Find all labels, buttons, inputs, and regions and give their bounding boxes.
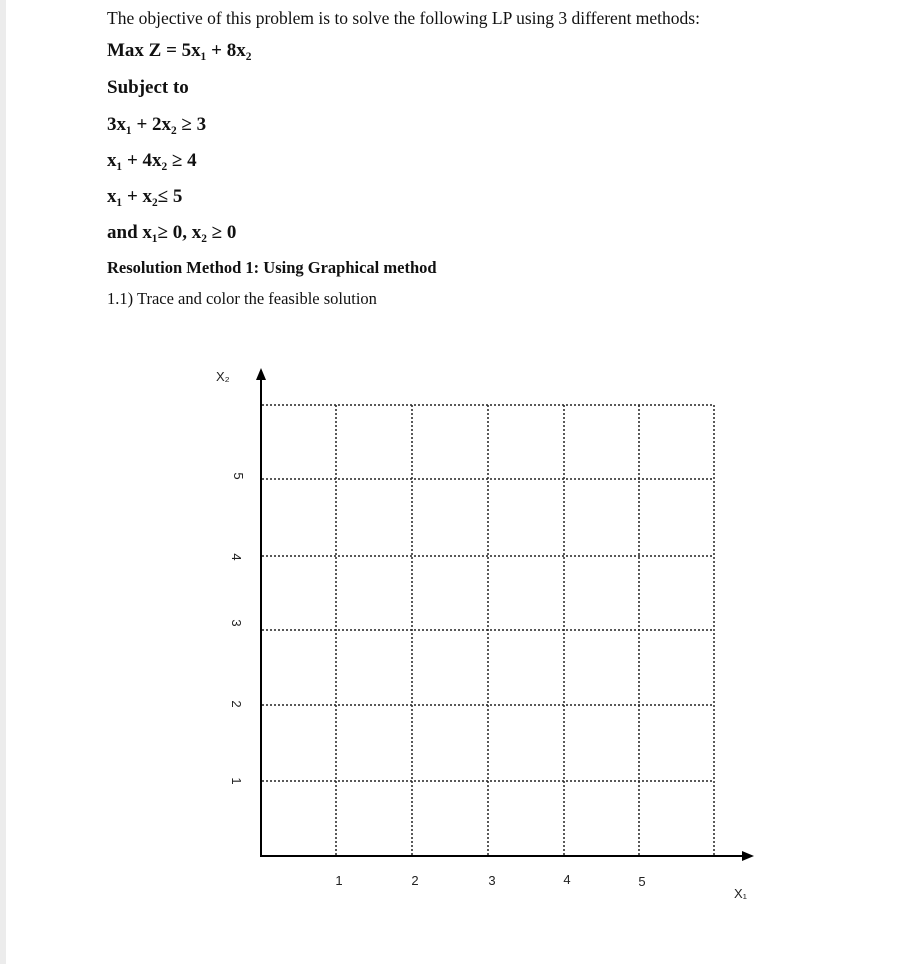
intro-text: The objective of this problem is to solve the following LP using 3 different methods: [107,8,700,28]
x-axis-arrow-icon [742,851,754,861]
y-tick-label: 5 [231,472,246,480]
y-tick-label: 4 [229,553,244,561]
subject-to-label: Subject to [107,77,189,98]
x-tick-label: 2 [411,873,419,888]
x-tick-label: 3 [488,873,496,888]
x-tick-label: 5 [638,874,646,889]
nonnegativity-constraint: and x₁≥ 0, x₂ ≥ 0 [107,222,237,243]
x-tick-label: 1 [335,873,343,888]
y-tick-label: 1 [229,777,244,785]
document-page [6,0,898,964]
y-axis-arrow-icon [256,368,266,380]
constraint-1: 3x₁ + 2x₂ ≥ 3 [107,114,207,135]
grid-lines [262,405,714,855]
constraint-2: x₁ + 4x₂ ≥ 4 [107,150,197,171]
y-axis-label: X₂ [216,369,230,384]
y-tick-label: 3 [229,619,244,627]
graph-grid [6,0,898,964]
x-axis-label: X₁ [734,886,748,901]
constraint-3: x₁ + x₂≤ 5 [107,186,183,207]
x-tick-label: 4 [563,872,571,887]
method-heading: Resolution Method 1: Using Graphical method [107,258,437,277]
y-tick-label: 2 [229,700,244,708]
objective-function: Max Z = 5x₁ + 8x₂ [107,40,252,61]
task-text: 1.1) Trace and color the feasible solution [107,289,377,308]
